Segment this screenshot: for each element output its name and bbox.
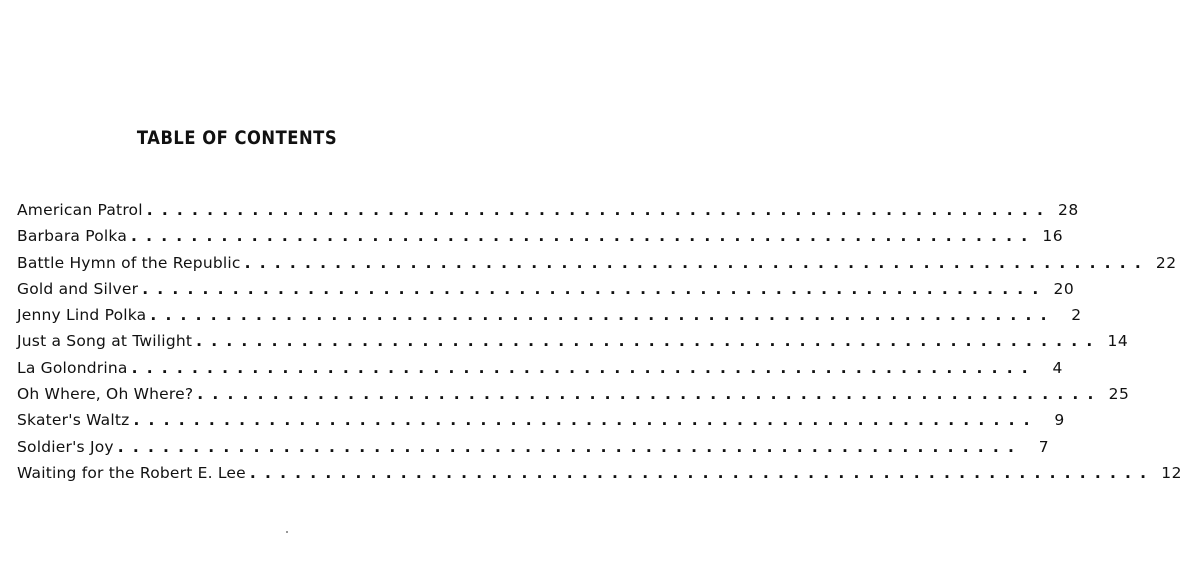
toc-entry (17, 463, 1182, 490)
toc-entry-title: Skater's Waltz (17, 411, 130, 430)
toc-entry-title: Waiting for the Robert E. Lee (17, 463, 246, 482)
toc-entry-title: Jenny Lind Polka (17, 306, 147, 325)
dot-leader: ............................................................ (142, 279, 1048, 298)
toc-entry-title: Gold and Silver (17, 279, 139, 298)
toc-entry-page: 22 (1155, 253, 1177, 272)
toc-entry (17, 332, 1129, 358)
dot-leader: ............................................................ (150, 306, 1056, 325)
toc-entry (17, 227, 1064, 253)
toc-entry-page: 25 (1108, 385, 1130, 404)
dot-leader: ............................................................ (133, 411, 1039, 430)
toc-entry (17, 201, 1079, 227)
toc-entry-page: 4 (1052, 358, 1063, 377)
dot-leader: ............................................................ (117, 437, 1024, 456)
paper-speck (286, 531, 288, 533)
dot-leader: ............................................................ (146, 201, 1053, 219)
toc-entry (17, 358, 1063, 385)
toc-entry-title: La Golondrina (17, 358, 128, 377)
toc-entry-page: 20 (1053, 279, 1075, 298)
dot-leader: ............................................................ (249, 463, 1156, 482)
toc-list (17, 201, 1182, 490)
toc-entry-title: Oh Where, Oh Where? (17, 385, 194, 404)
toc-entry-title: Just a Song at Twilight (17, 332, 193, 351)
toc-entry-page: 12 (1161, 463, 1182, 482)
toc-entry (17, 253, 1177, 280)
page-title: TABLE OF CONTENTS (136, 127, 338, 149)
dot-leader: ............................................................ (131, 227, 1037, 246)
toc-entry-page: 28 (1058, 201, 1079, 219)
toc-entry-title: Barbara Polka (17, 227, 128, 246)
toc-entry (17, 385, 1130, 411)
toc-entry-title: Battle Hymn of the Republic (17, 253, 241, 272)
toc-entry-page: 2 (1071, 306, 1082, 325)
toc-entry-title: Soldier's Joy (17, 437, 114, 456)
toc-entry-page: 14 (1107, 332, 1129, 351)
dot-leader: ............................................................ (197, 385, 1103, 404)
toc-entry (17, 306, 1082, 332)
toc-entry (17, 279, 1075, 306)
toc-entry-page: 7 (1038, 437, 1050, 456)
toc-entry (17, 437, 1050, 464)
dot-leader: ............................................................ (244, 253, 1150, 272)
toc-entry-page: 9 (1054, 411, 1065, 430)
toc-entry-title: American Patrol (17, 201, 143, 219)
dot-leader: ............................................................ (131, 358, 1037, 377)
dot-leader: ............................................................ (196, 332, 1102, 351)
toc-entry-page: 16 (1042, 227, 1064, 246)
toc-entry (17, 411, 1065, 437)
